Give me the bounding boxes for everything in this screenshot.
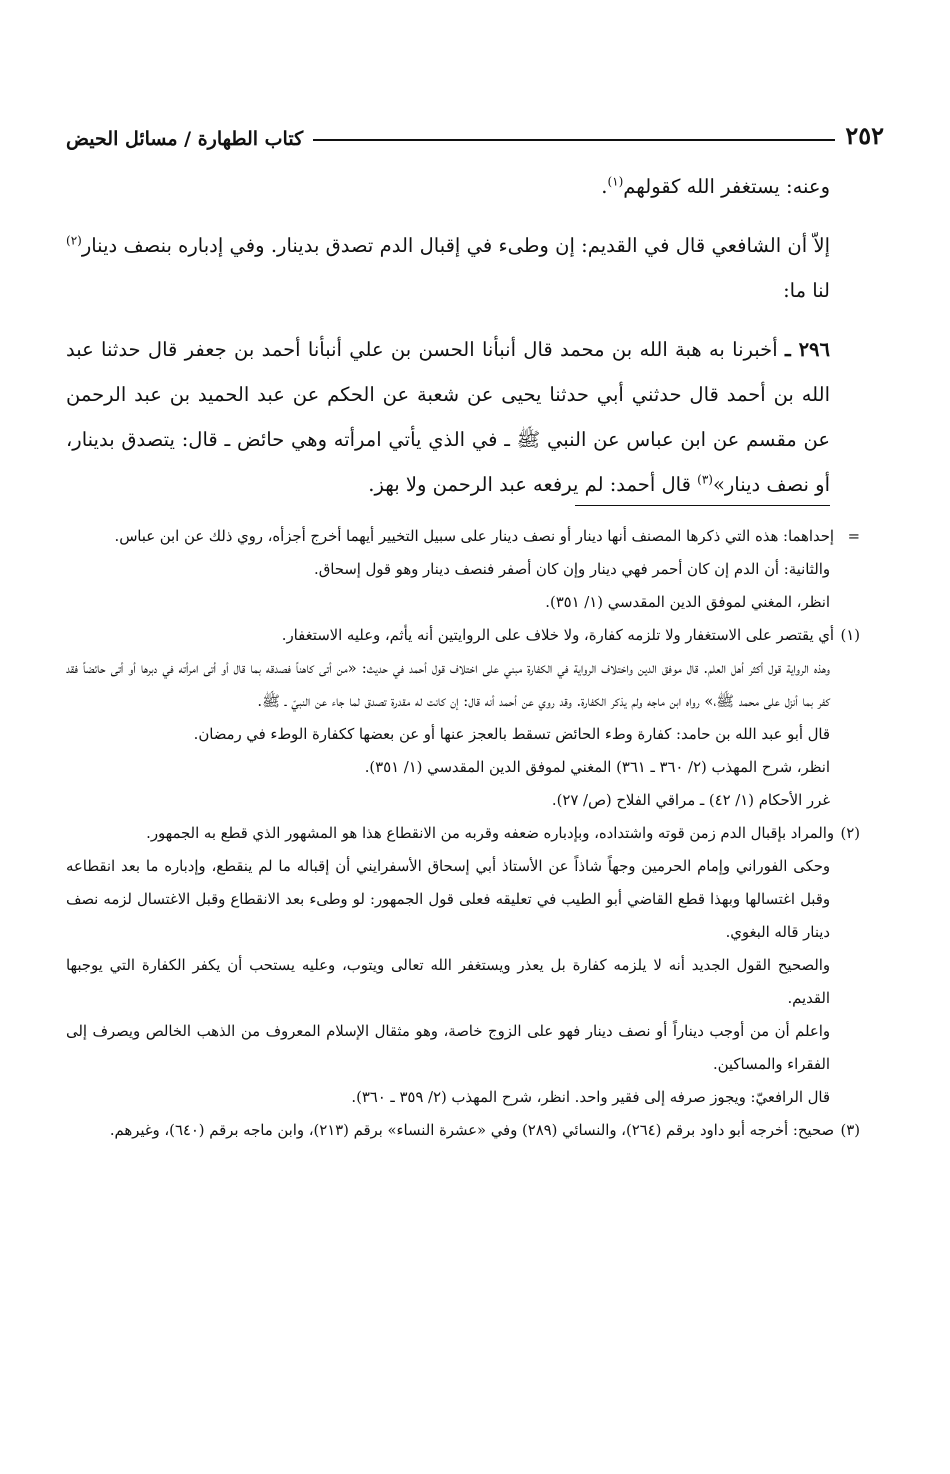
footnote-2-b: وحكى الفوراني وإمام الحرمين وجهاً شاذاً عن الأستاذ أبي إسحاق الأسفرايني أن إقباله ما لم ينقطع، وإدباره ما بعد انقطاعه وقبل اغتسالها وبهذا قطع القاضي أبو الطيب في تعليقه فعلى قول الجمهور: لو وطىء بعد الانقطاع وقبل الاغتسال لزمه نصف دينار قاله البغوي. [66, 858, 830, 941]
footnote-1 [66, 619, 860, 652]
paragraph-2-end: لنا ما: [783, 279, 830, 302]
hadith-text: أخبرنا به هبة الله بن محمد قال أنبأنا الحسن بن علي أنبأنا أحمد بن جعفر قال حدثنا عبد الله بن أحمد قال حدثني أبي حدثنا يحيى عن شعبة عن الحكم عن عبد الحميد بن عبد الرحمن عن مقسم عن ابن عباس عن النبي ﷺ ـ في الذي يأتي امرأته وهي حائض ـ قال: يتصدق بدينار، أو نصف دينار» [66, 338, 830, 496]
paragraph-1-text: وعنه: يستغفر الله كقولهم [623, 175, 830, 198]
footnote-ref-3: (٣) [697, 472, 713, 487]
paragraph-2-text: إلاّ أن الشافعي قال في القديم: إن وطىء في إقبال الدم تصدق بدينار. وفي إدباره بنصف دينار [81, 234, 830, 257]
footnote-2-marker: (٢) [840, 825, 860, 842]
footnote-2-d: واعلم أن من أوجب ديناراً أو نصف دينار فهو على الزوج خاصة، وهو مثقال الإسلام المعروف من الذهب الخالص ويصرف إلى الفقراء والمساكين. [66, 1023, 830, 1073]
footnote-1-d: انظر، شرح المهذب (٢/ ٣٦٠ ـ ٣٦١) المغني لموفق الدين المقدسي (١/ ٣٥١). [364, 759, 830, 776]
hadith-296 [66, 327, 830, 507]
footnote-continued-3: انظر، المغني لموفق الدين المقدسي (١/ ٣٥١). [545, 594, 830, 611]
continuation-marker: = [847, 528, 860, 545]
footnote-ref-2: (٢) [66, 233, 82, 248]
page-header [66, 116, 884, 150]
footnote-separator [575, 505, 830, 506]
paragraph-1 [66, 164, 830, 209]
footnote-1-c: قال أبو عبد الله بن حامد: كفارة وطء الحائض تسقط بالعجز عنها أو عن بعضها ككفارة الوطء في رمضان. [193, 726, 830, 743]
footnote-3-marker: (٣) [840, 1122, 860, 1139]
hadith-number: ٢٩٦ ـ [784, 338, 830, 361]
footnote-continued-2: والثانية: أن الدم إن كان أحمر فهي دينار وإن كان أصفر فنصف دينار وهو قول إسحاق. [314, 561, 830, 578]
header-rule [313, 139, 835, 141]
footnote-1-text-a: أي يقتصر على الاستغفار ولا تلزمه كفارة، ولا خلاف على الروايتين أنه يأثم، وعليه الاستغفار. [281, 627, 834, 644]
main-text [66, 164, 830, 521]
footnote-continued [66, 520, 860, 553]
running-title: كتاب الطهارة / مسائل الحيض [66, 128, 304, 150]
footnote-2 [66, 817, 860, 850]
footnote-3 [66, 1114, 860, 1147]
footnote-2-e: قال الرافعيّ: ويجوز صرفه إلى فقير واحد. انظر، شرح المهذب (٢/ ٣٥٩ ـ ٣٦٠). [351, 1089, 830, 1106]
footnote-3-text-a: صحيح: أخرجه أبو داود برقم (٢٦٤)، والنسائي (٢٨٩) وفي «عشرة النساء» برقم (٢١٣)، وابن ماجه برقم (٦٤٠)، وغيرهم. [109, 1122, 834, 1139]
footnote-1-e: غرر الأحكام (١/ ٤٢) ـ مراقي الفلاح (ص/ ٢٧). [551, 792, 830, 809]
footnote-2-c: والصحيح القول الجديد أنه لا يلزمه كفارة بل يعذر ويستغفر الله تعالى ويتوب، وعليه يستحب أن يكفر الكفارة التي يوجبها القديم. [66, 957, 830, 1007]
hadith-comment: قال أحمد: لم يرفعه عبد الرحمن ولا بهز. [368, 473, 691, 496]
paragraph-1-end: . [601, 175, 608, 198]
footnote-1-marker: (١) [840, 627, 860, 644]
footnote-continued-line-1: إحداهما: هذه التي ذكرها المصنف أنها دينار أو نصف دينار على سبيل التخيير أيهما أخرج أجزأه، روي ذلك عن ابن عباس. [114, 528, 834, 545]
paragraph-2 [66, 223, 830, 313]
footnote-2-text-a: والمراد بإقبال الدم زمن قوته واشتداده، وبإدباره ضعفه وقربه من الانقطاع هذا هو المشهور الذي قطع به الجمهور. [146, 825, 834, 842]
footnotes [66, 520, 860, 1147]
footnote-1-b: وهذه الرواية قول أكثر أهل العلم. قال موفق الدين واختلاف الرواية في الكفارة مبني على اختلاف قول أحمد في حديث: «من أتى كاهناً فصدقه بما قال أو أتى امرأته في دبرها أو أتى حائضاً فقد كفر بما أنزل على محمد ﷺ،» رواه ابن ماجه ولم يذكر الكفارة. وقد روي عن أحمد أنه قال: إن كانت له مقدرة تصدق لما جاء عن النبيّ ـ ﷺ. [66, 660, 830, 710]
footnote-ref-1: (١) [607, 174, 624, 189]
page-number: ٢٥٢ [845, 121, 884, 150]
